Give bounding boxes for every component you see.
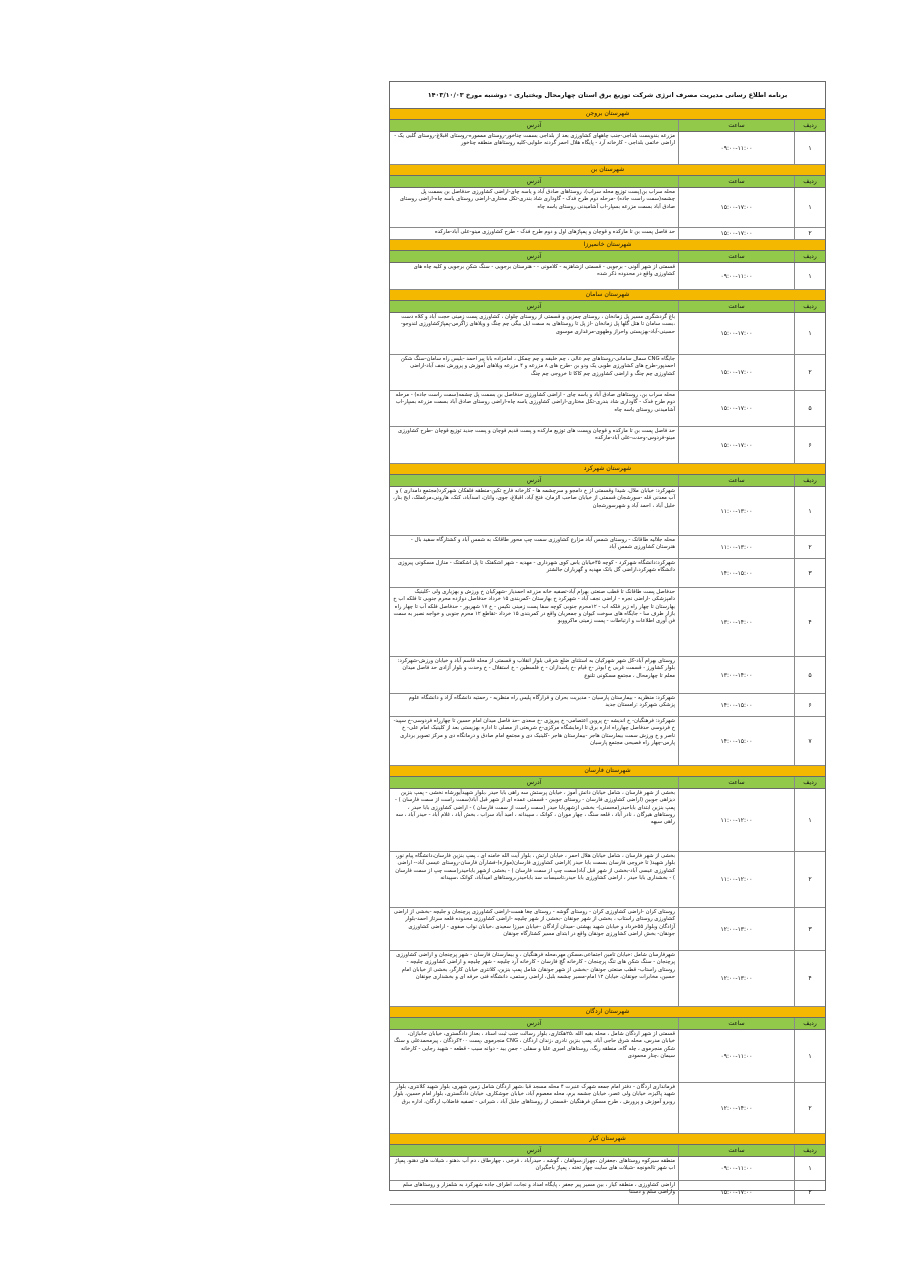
row-index: ۲ xyxy=(794,536,825,558)
table-row xyxy=(390,789,825,852)
column-header-row xyxy=(390,120,825,132)
column-header-row xyxy=(390,1145,825,1157)
table-row xyxy=(390,951,825,1007)
row-address: محله جلالیه طاقانک - روستای شمس آباد مزارع کشاورزی سمت چپ محور طاقانک به شمس آباد و کشتارگاه سفید بال - هنرستان کشاورزی شمس آباد xyxy=(410,537,675,551)
row-index: ۱ xyxy=(794,487,825,535)
column-header-row xyxy=(390,301,825,313)
header-time: ساعت xyxy=(678,120,794,131)
row-index: ۱ xyxy=(794,1030,825,1082)
row-index: ۳ xyxy=(794,908,825,950)
header-time: ساعت xyxy=(678,251,794,262)
table-row xyxy=(390,559,825,588)
header-index: ردیف xyxy=(794,301,825,312)
table-row xyxy=(390,313,825,355)
table-row xyxy=(390,694,825,717)
row-address: منطقه سیرکوه روستاهای ،جعفران ،چهراز،سولقان ، گوشه ، حیدرآباد ، فرخی ، چهارطاق ، دم آب ،دهنو ، شیلات های دهنو، پمپاژ اب شهر تالخونچه -شیلات های سایت چهار تخته ، پمپاژ باجگیران xyxy=(395,1158,675,1172)
table-row xyxy=(390,391,825,427)
row-address: باغ گردشگری مسیر پل زمانخان ، روستای چمزین و قسمتی از روستای چلوان ، کشاورزی پست زمینی حجت آباد و کلاه دست ،بست سامان تا هتل گلها پل زمانخان -از پل تا روستاهای به سمت ایل بیگی چم چنگ و ویلاهای زاگرس-پمپاژکشاورزی لندوجو-حسینی-آباد-بهزیستی واحراز وطهوی-مرغداری موسوی xyxy=(400,314,675,335)
row-time: ۱۲:۰۰-۱۴:۰۰ xyxy=(678,1083,794,1133)
table-row xyxy=(390,1083,825,1134)
header-time: ساعت xyxy=(678,301,794,312)
header-address: آدرس xyxy=(526,303,542,310)
row-time: ۱۵:۰۰-۱۷:۰۰ xyxy=(678,391,794,426)
header-time: ساعت xyxy=(678,475,794,486)
row-index: ۲ xyxy=(794,1181,825,1204)
row-time: ۱۴:۰۰-۱۵:۰۰ xyxy=(678,694,794,716)
header-index: ردیف xyxy=(794,120,825,131)
row-time: ۱۵:۰۰-۱۷:۰۰ xyxy=(678,228,794,239)
table-row xyxy=(390,717,825,766)
row-address: قسمتی از شهر آلونی - برجویی - قسمتی ازشاهزیه - کلامونی - - هنرستان برجویی - سنگ شکن برجویی و کلیه چاه های کشاورزی واقع در محدوده ذکر شده xyxy=(413,264,675,278)
header-time: ساعت xyxy=(678,777,794,788)
row-time: ۱۵:۰۰-۱۷:۰۰ xyxy=(678,313,794,354)
row-time: ۱۱:۰۰-۱۳:۰۰ xyxy=(678,536,794,558)
document-title: برنامه اطلاع رسانی مدیریت مصرف انرژی شرکت توزیع برق استان چهارمحال وبختیاری - دوشنبه مورخ ۱۴۰۳/۱۰/۰۳ xyxy=(390,82,825,109)
row-time: ۱۵:۰۰-۱۷:۰۰ xyxy=(678,355,794,390)
row-time: ۱۳:۰۰-۱۴:۰۰ xyxy=(678,657,794,693)
table-row xyxy=(390,132,825,165)
row-index: ۷ xyxy=(794,717,825,765)
column-header-row xyxy=(390,1018,825,1030)
county-band: شهرستان شهرکرد xyxy=(390,464,825,475)
row-index: ۶ xyxy=(794,694,825,716)
row-address: محله سراب بن(پست توزیع محله سراب)، روستاهای صادق آباد و یاسه چای-اراضی کشاورزی حدفاصل بن بسمت پل چشمه(سمت راست جاده) -مرحله دوم طرح فدک - گاوداری شاد بندری-تکل مختاری-اراضی روستای یاسه چاه-اراضی روستای صادق آباد بسمت مزرعه بسپار-اب آشامیدنی روستای یاسه چاه xyxy=(399,189,675,210)
table-row xyxy=(390,427,825,464)
row-index: ۲ xyxy=(794,852,825,907)
column-header-row xyxy=(390,777,825,789)
row-address: شهرکرد:دانشگاه شهرکرد - کوچه ۴۵خیابان یاس کوی شهرداری - مهدیه - شهر اشکفتک تا پل اشکفتک - منازل مسکونی پیروزی دانشگاه شهرکرد،اراضی گل بانک مهدیه و گهرباران جالشتر xyxy=(397,560,675,574)
row-address: اراضی کشاورزی ، منطقه کیار ، بین مسیر پیر جعفر ، پایگاه امداد و نجات، اطراف جاده شهرکرد به شلمزار و روستاهای سلم واراضی سلم و دستنا xyxy=(402,1182,675,1196)
table-row xyxy=(390,536,825,559)
row-address: شهرکرد: منظریه - بیمارستان پارسیان - مدیریت بحران و قرارگاه پلیس راه منظریه - رحمتیه دانشگاه آزاد و دانشگاه علوم پزشکی شهرکرد :رامستان جدید xyxy=(408,695,675,709)
header-index: ردیف xyxy=(794,1018,825,1029)
row-time: ۰۹:۰۰-۱۱:۰۰ xyxy=(678,1030,794,1082)
row-time: ۱۵:۰۰-۱۷:۰۰ xyxy=(678,1181,794,1204)
outage-schedule-sheet xyxy=(389,81,826,1196)
row-index: ۱ xyxy=(794,1157,825,1180)
row-address: حد فاصل پست بن تا مارکده و قوچان و پمپاژهای اول و دوم طرح فدک - طرح کشاورزی مینو-علی آباد-مارکده xyxy=(434,229,675,235)
county-band: شهرستان فارسان xyxy=(390,766,825,777)
header-address: آدرس xyxy=(526,178,542,185)
header-address: آدرس xyxy=(526,122,542,129)
county-band: شهرستان کیار xyxy=(390,1134,825,1145)
table-row xyxy=(390,657,825,694)
row-time: ۱۱:۰۰-۱۲:۰۰ xyxy=(678,789,794,851)
county-band: شهرستان اردگان xyxy=(390,1007,825,1018)
county-band: شهرستان خانمیرزا xyxy=(390,240,825,251)
row-time: ۱۵:۰۰-۱۷:۰۰ xyxy=(678,427,794,463)
county-band: شهرستان سامان xyxy=(390,290,825,301)
row-index: ۱ xyxy=(794,188,825,227)
row-address: قسمتی از شهر اردگان شامل ، محله بقیه الله ،۲۵هکتاری، بلوار رسالت جنب ثبت اسناد ، بعداز دادگستری، خیابان جانبازان، خیابان مدرس، محله شرق حاجی آباد، پمپ بنزین نادری ،زندان اردگان ، CNG منجرموی ،پست ۴۰۰کردگان ، پیرمحمدعلی و سنگ شکن منجرموی ، چله گاه، منطقه ریگ، روستاهای امیری علیا و سفلی - جمن بید - دوانه سیب - قطعه - شهید رجایی - کارخانه سیمان ،چنار محمودی xyxy=(394,1031,675,1059)
header-address: آدرس xyxy=(526,1147,542,1154)
schedule-body xyxy=(390,109,825,1205)
row-time: ۱۴:۰۰-۱۵:۰۰ xyxy=(678,717,794,765)
row-address: بخشی از شهر فارسان ، شامل خیابان هلال احمر ، خیابان ارتش ، بلوار آیت الله خامنه ای ، پمپ بنزین فارسان،دانشگاه پیام نور، بلوار شهید( تا خروجی فارسان بسمت بابا حیدر )اراضی کشاورزی فارسان(موازه)-فشارآن فارسان-روستای عیسی آباد-- اراضی کشاورزی عیسی آباد-بخشی از شهر قبل آباد(سمت چپ از سمت فارسان ) - بخشی ازشهر باباحیدر(سمت چپ از سمت فارسان ) - بخشداری بابا حیدر ، اراضی کشاورزی بابا حیدر،تاسیسات سد باباحیدر،روستاهای امیدآباد، کوانک ،سپیدانه xyxy=(395,853,675,881)
county-band: شهرستان بن xyxy=(390,165,825,176)
header-index: ردیف xyxy=(794,777,825,788)
row-address: شهرکرد: فرهنگیان- خ اندیشه -خ پروین اعتصامی- خ پیروزی -خ سعدی -حد فاصل میدان امام حسین تا چهارراه فردوسی-خ سپید- خ فردوسی حدفاصل چهارراه اداره برق تا ارمایشگاه مرکزی-خ شریعتی از مصلی تا اداره بهزیستی بعد از کلینیک امام علی- خ ناصر و خ ورزش سمت بیمارستان هاجر -بیمارستان هاجر -کلینیک دی و مجتمع امام صادق و درمانگاه دی و مرکز تصویر برداری پارس-چهار راه فصیحی مجتمع پارسیان xyxy=(393,718,675,746)
column-header-row xyxy=(390,251,825,263)
row-address: حد فاصل پست بن تا مارکده و قوچان وپست های توزیع مارکده و پست قدیم قوچان و پست جدید توزیع قوچان -طرح کشاورزی مینو-فردوس-وحدت-علی آباد-مارکده xyxy=(398,428,675,442)
header-index: ردیف xyxy=(794,251,825,262)
row-time: ۱۲:۰۰-۱۳:۰۰ xyxy=(678,951,794,1006)
row-time: ۰۹:۰۰-۱۱:۰۰ xyxy=(678,263,794,289)
row-index: ۴ xyxy=(794,588,825,656)
row-index: ۱ xyxy=(794,789,825,851)
row-address: روستای کران -اراضی کشاورزی کران - روستای گوشه - روستای چغا هست-اراضی کشاورزی پرچنجان و جلیچه -بخشی از اراضی کشاورزی روستای راستاب ، بخشی از شهر جونقان -بخشی از شهر چلیچه -اراضی کشاورزی محدوده قلعه سرتاز احمد-بلوار آزادگان وبلوار ۵۵خرداد و خیابان شهید بهشتی -میدان آزادگان -خیابان میرزا سعیدی ،خیابان نواب صفوی - اراضی کشاورزی جونقان- بخش اراضی کشاورزی جونقان واقع در ابتدای مسیر کشتارگاه جونقان xyxy=(393,909,675,937)
table-row xyxy=(390,487,825,536)
table-row xyxy=(390,188,825,228)
table-row xyxy=(390,1181,825,1205)
header-address: آدرس xyxy=(526,253,542,260)
row-index: ۱ xyxy=(794,313,825,354)
header-address: آدرس xyxy=(526,1020,542,1027)
row-index: ۲ xyxy=(794,1083,825,1133)
row-index: ۳ xyxy=(794,559,825,587)
row-index: ۴ xyxy=(794,951,825,1006)
table-row xyxy=(390,1157,825,1181)
header-index: ردیف xyxy=(794,1145,825,1156)
row-index: ۵ xyxy=(794,391,825,426)
row-address: شهرفارسان شامل :خیابان تامین اجتماعی،مسکن مهر،محله فرهنگیان ، و بیمارستان فارسان - شهر پرچنجان و اراضی کشاورزی پرچنجان - سنگ شکن های تنگ پرچنجان - کارخانه گچ فارسان - کارخانه آرد چلیچه - شهر چلیچه و اراضی کشاورزی چلیچه - روستای راستاب- قطب صنعتی جونقان -بخشی از شهر جونقان شامل پمپ بنزین، کلانتری خیابان کارگر، بخشی از خیابان امام حسین، مخابرات جونقان، خیابان ۱۲ امام-مسیر چشمه بلبل، اراضی رستمی، دانشگاه فنی حرفه ای و بخشداری جونقان xyxy=(396,952,675,980)
header-index: ردیف xyxy=(794,475,825,486)
header-time: ساعت xyxy=(678,176,794,187)
table-row xyxy=(390,263,825,290)
row-index: ۲ xyxy=(794,355,825,390)
row-index: ۱ xyxy=(794,263,825,289)
row-time: ۱۵:۰۰-۱۷:۰۰ xyxy=(678,188,794,227)
table-row xyxy=(390,1030,825,1083)
row-index: ۱ xyxy=(794,132,825,164)
row-time: ۱۱:۰۰-۱۲:۰۰ xyxy=(678,852,794,907)
table-row xyxy=(390,588,825,657)
row-address: فرمانداری اردگان - دفتر امام جمعه شهرک عنبرت ۴ محله مسجد قبا ،شهر اردگان شامل زمین شهری، بلوار شهید کلانتری، بلوار شهید پاکیزه، خیابان ولی عصر، خیابان جشمه برم، محله معصوم آباد، خیابان جوشکاری، خیابان دادگستری، بلوار امام حسین، بلوار روبرو آموزش و پرورش ، طرح مسکن فرهنگیان -قسمتی از روستاهای جلیل آباد ، شیرانی - تصفیه فاضلاب اردگان، اداره برق xyxy=(393,1084,675,1105)
table-row xyxy=(390,852,825,908)
row-address: شهرکرد: خیابان ملال، شیدا وقسمتی از خ دامجو و سرچشمه ها - کارخانه فارج تکین-منطقه فلفکان شهرکرد(مجتمع دامداری ) و آب معدنی قله -سورشجان قسمتی از خیابان صاحب الزمان، فتح آباد، اقبلاغ، جوی، وانان، اسدآباد، کنک، هارونی،مرغملک، ایج بنار، خلیل آباد ، احمد آباد و شهرسورشجان xyxy=(393,488,675,509)
row-address: روستای بهرام آباد-کل شهر شهرکیان به استثنای ضلع شرقی بلوار انقلاب و قسمتی از محله قاسم آباد و خیابان ورزش-شهرکرد: بلوار کشاورز - قسمت غربی خ ابوذر -خ قیام -خ پاسداران - خ فلسطین - خ استقلال - خ وحدت و بلوار آزادی حد فاصل میدان معلم تا چهارمحال ، مجتمع مسکونی تلنوع xyxy=(397,658,675,679)
header-time: ساعت xyxy=(678,1145,794,1156)
row-index: ۲ xyxy=(794,228,825,239)
column-header-row xyxy=(390,176,825,188)
header-address: آدرس xyxy=(526,477,542,484)
header-address: آدرس xyxy=(526,779,542,786)
row-address: بخشی از شهر فارسان ، شامل خیابان دانش آموز ، خیابان پرستش سه راهی بابا حیدر ،بلوار شهیدآیورشاه نخشی - پمپ بنزین دیزاهی جوبین (اراضی کشاورزی فارسان - روستای جوبین - قسمتی عمده ای از شهر قبل آباد(سمت راست از سمت فارسان ) - پمپ بنزین ابتدای باباحیدر(محسنی)- بخشی ازشهربابا حیدر (سمت راست از سمت فارسان ) - اراضی کشاورزی بابا حیدر ، روستاهای هیرگان ، نادر آباد ، قلعه سنگ ، چهار موران ، کوانک ، سپیدانه ، امید آباد سراب ، بخش آباد ، غلام آباد - حیدر آباد ، سه راهی سیهه xyxy=(395,790,675,826)
row-address: حدفاصل پست طاقانک تا قطب صنعتی بهرام آباد-تصفیه خانه مزرعه احمدیار -شهرکیان خ ورزش و بهزیاری ولی -کلینیک دامپزشکی -اراضی نجره - اراضی نجف آباد - شهرکرد خ بهارستان -کمربندی ۱۵ خرداد حدفاصل دوازده محرم جنوبی تا فلکه اب خ بهارستان تا چهار راه زیر فلکه اب - ۱۲محرم جنوبی کوچه سفا پست زمینی نکیس - خ ۱۷ شهریور - حدفاصل فلکه آب تا چهار راه بازار طرف سا - جایگاه های سوخت کیوان و جمعریان واقع در کمربندی ۱۵ خرداد -تقاطع ۱۲ محرم جنوبی و خواجه نصیر به سمت فن آوری اطلاعات و ارتباطات - پست زمینی ماکرووبو xyxy=(393,589,675,625)
row-time: ۱۱:۰۰-۱۳:۰۰ xyxy=(678,487,794,535)
table-row xyxy=(390,228,825,240)
row-time: ۱۲:۰۰-۱۳:۰۰ xyxy=(678,908,794,950)
row-time: ۱۳:۰۰-۱۴:۰۰ xyxy=(678,588,794,656)
table-row xyxy=(390,355,825,391)
row-index: ۶ xyxy=(794,427,825,463)
table-row xyxy=(390,908,825,951)
row-time: ۰۹:۰۰-۱۱:۰۰ xyxy=(678,1157,794,1180)
header-index: ردیف xyxy=(794,176,825,187)
row-index: ۵ xyxy=(794,657,825,693)
column-header-row xyxy=(390,475,825,487)
row-address: مزرعه بندویست بلداجی-جنب چاههای کشاورزی بعد از بلداجی بسمت چناخور-روستای ممموره-روستای اقبلاغ-روستای گلبی یک - اراضی خاتمی بلداجی - کارخانه آرد - پایگاه هلال احمر گردنه حلوایی-کلیه روستاهای منطقه چناخور xyxy=(394,133,675,147)
row-time: ۱۴:۰۰-۱۵:۰۰ xyxy=(678,559,794,587)
row-address: محله سراب بن، روستاهای صادق آباد و یاسه چای - اراضی کشاورزی حدفاصل بن بسمت پل چشمه(سمت راست جاده) - مرحله دوم طرح فدک - گاوداری شاد بندری-تکل مختاری-اراضی کشاورزی یاسه چاه-اراضی روستای صادق آباد بسمت مزرعه بسپار-اب آشامیدنی روستای یاسه چاه xyxy=(395,392,675,413)
row-address: جایگاه CNG سمال سامانی-روستاهای چم عالی ، چم خلیفه و چم چمکل ، امامزاده بابا پیر احمد -بلیس راه سامان-سنگ شکن احمدپور-طرح های کشاورزی طوبی یک ودو بن -طرح های ۸ مزرعه و ۴ مزرعه ویلاهای آموزش و پرورش نجف آباد-اراضی کشاورزی چم چنگ و اراضی کشاورزی چم کاکا تا خروجی چم چنگ xyxy=(400,356,675,377)
county-band: شهرستان بروجن xyxy=(390,109,825,120)
header-time: ساعت xyxy=(678,1018,794,1029)
row-time: ۰۹:۰۰-۱۱:۰۰ xyxy=(678,132,794,164)
